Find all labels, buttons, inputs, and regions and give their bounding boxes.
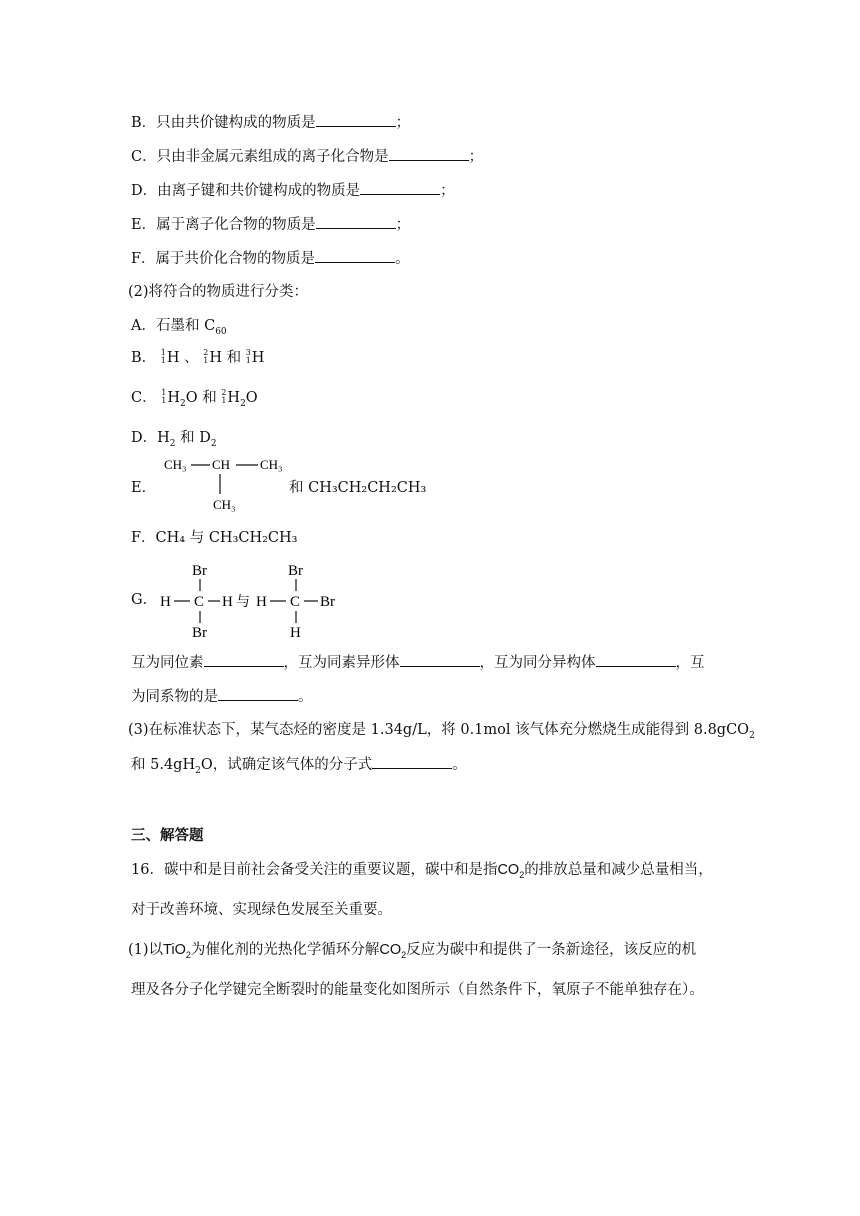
nuclide-notation: 2 1 <box>203 348 209 365</box>
left-h-right: H <box>222 594 233 610</box>
answer-blank-homolog[interactable] <box>218 686 298 701</box>
q15-line-e: E．属于离子化合物的物质是 ； <box>131 214 410 235</box>
q15-line-c: C．只由非金属元素组成的离子化合物是 ； <box>131 146 483 167</box>
answer-blank-isotope[interactable] <box>204 652 284 667</box>
struct-ch3-left: CH₃ <box>164 457 187 472</box>
q15-part3-line2: 和 $5.4gH_2O$，试确定该气体的分子式 。 <box>131 754 467 781</box>
answer-blank-c[interactable] <box>389 146 469 161</box>
dibromomethane-structures <box>156 560 346 642</box>
q15-line-b: B．只由共价键构成的物质是 ； <box>131 112 410 133</box>
answer-blank-d[interactable] <box>360 180 440 195</box>
option-g-prefix: G． <box>131 592 158 608</box>
answer-blank-b[interactable] <box>316 112 396 127</box>
q16-line-1: 16．碳中和是目前社会备受关注的重要议题，碳中和是指$CO_2$的排放总量和减少总量相当， <box>131 862 713 880</box>
answer-blank-allotrope[interactable] <box>400 652 480 667</box>
relation-line-2: 为同系物的是 。 <box>131 686 313 707</box>
nuclide-notation: 1 1 <box>161 388 167 405</box>
left-bottom-br: Br <box>192 625 207 641</box>
answer-blank-e[interactable] <box>316 214 396 229</box>
option-b: B． 1 1 H 、 2 1 H 和 3 1 H <box>131 348 265 366</box>
left-h: H <box>160 594 171 610</box>
q15-line-f: F．属于共价化合物的物质是 。 <box>131 248 410 269</box>
answer-blank-formula[interactable] <box>372 754 452 769</box>
answer-blank-f[interactable] <box>315 248 395 263</box>
nuclide-notation: 3 1 <box>245 348 251 365</box>
q16-line-3: (1)以TiO$_2$为催化剂的光热化学循环分解$CO_2$反应为碳中和提供了一条新途径，该反应的机 <box>128 942 697 960</box>
right-c: C <box>290 594 301 610</box>
nuclide-notation: 2 1 <box>221 388 227 405</box>
section-heading: 三、解答题 <box>131 827 204 844</box>
nuclide-notation: 1 1 <box>160 348 166 365</box>
option-a: A．石墨和 $C_{60}$ <box>131 318 227 337</box>
option-e-prefix: E． <box>131 480 157 496</box>
relation-line-1: 互为同位素 ，互为同素异形体 ，互为同分异构体 ，互 <box>131 652 705 673</box>
q15-part3-line1: (3)在标准状态下，某气态烃的密度是 1.34g/L，将 0.1mol 该气体充分燃烧生成能得到 8.8gCO$_2$ <box>128 722 755 741</box>
left-top-br: Br <box>192 563 207 579</box>
option-g-mid: 与 <box>236 595 250 610</box>
struct-ch: CH <box>212 457 231 472</box>
isobutane-structure <box>160 452 290 514</box>
right-bottom-h: H <box>290 625 301 641</box>
answer-blank-isomer[interactable] <box>596 652 676 667</box>
left-c: C <box>194 594 205 610</box>
option-c: C． 1 1 $H_2O$ 和 2 1 $H_2O$ <box>131 388 258 409</box>
q16-line-4: 理及各分子化学键完全断裂时的能量变化如图所示（自然条件下，氧原子不能单独存在）。 <box>131 982 704 998</box>
option-f: F．CH₄ 与 CH₃CH₂CH₃ <box>131 530 298 546</box>
struct-ch3-bottom: CH₃ <box>213 497 236 512</box>
right-h-left: H <box>256 594 267 610</box>
q15-part2-intro: (2)将符合的物质进行分类： <box>128 284 309 300</box>
option-e-suffix: 和 CH₃CH₂CH₂CH₃ <box>289 480 427 496</box>
right-br: Br <box>320 594 335 610</box>
q15-line-d: D．由离子键和共价键构成的物质是 ； <box>131 180 455 201</box>
option-d: D．$H_2$ 和 $D_2$ <box>131 430 217 449</box>
q16-line-2: 对于改善环境、实现绿色发展至关重要。 <box>131 902 392 918</box>
struct-ch3-right: CH₃ <box>260 457 283 472</box>
right-top-br: Br <box>288 563 303 579</box>
